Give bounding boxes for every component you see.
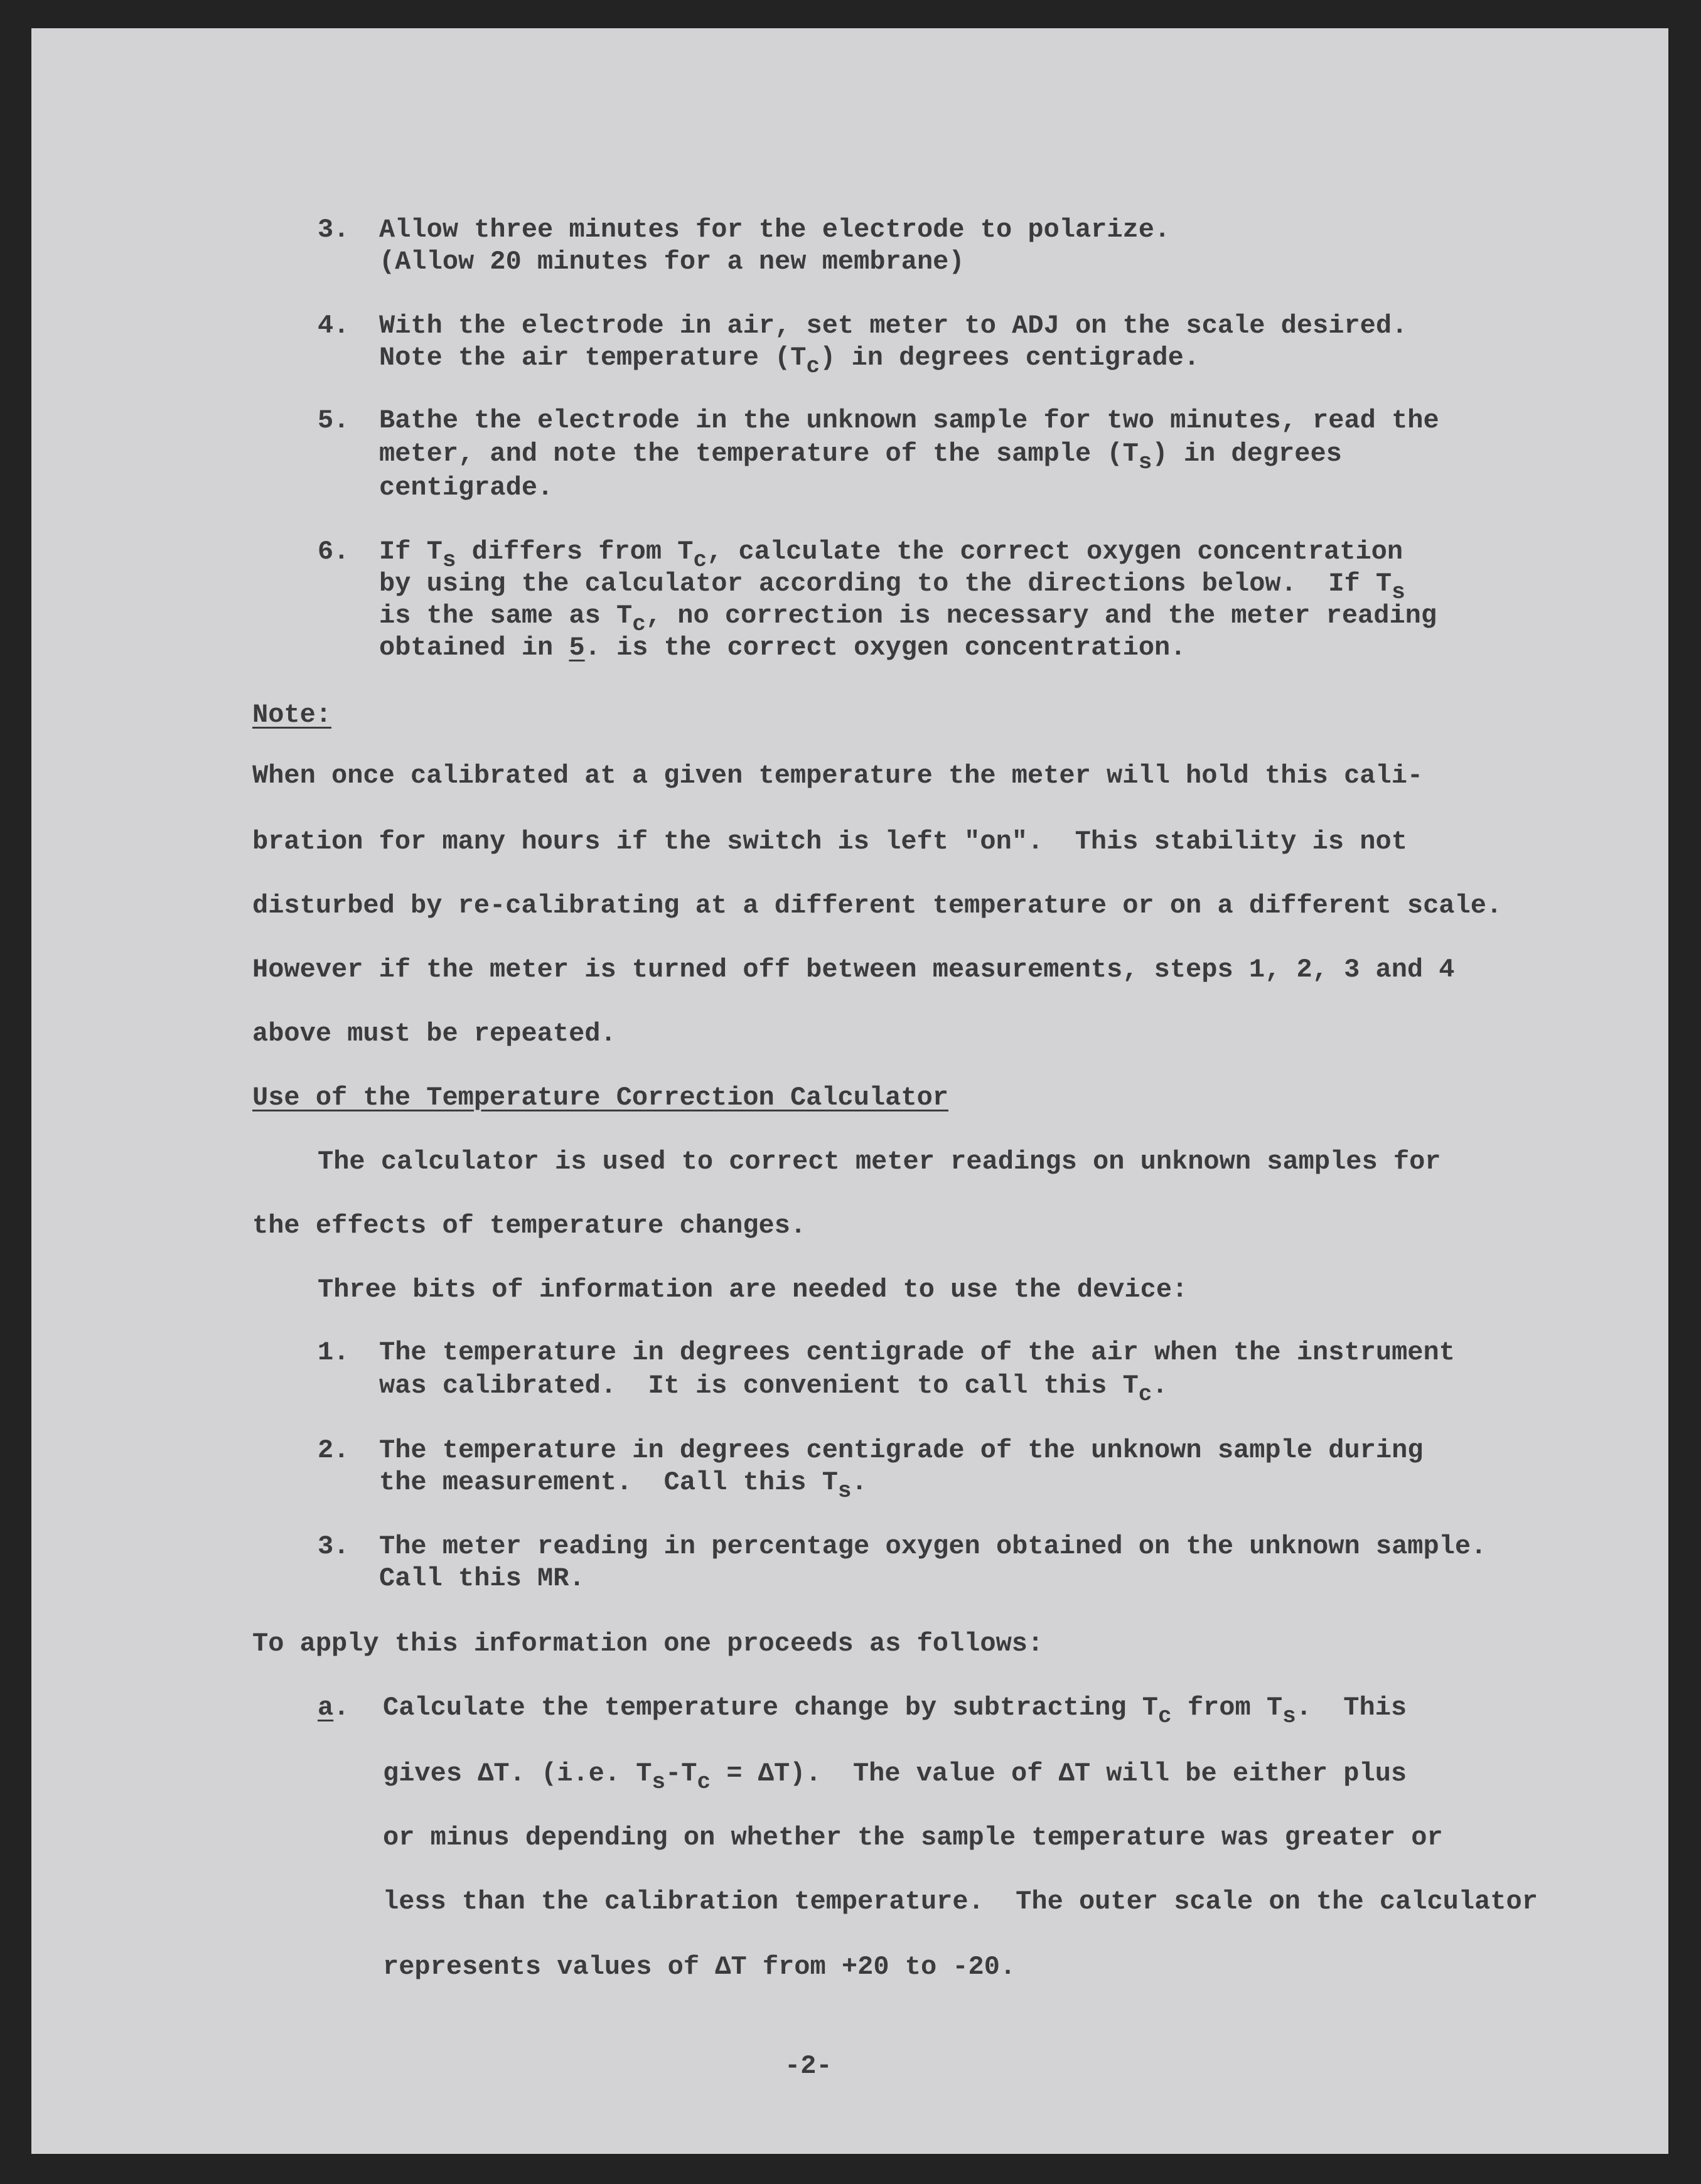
subscript: c: [632, 611, 646, 637]
item-number: 2.: [318, 1435, 350, 1465]
step-text: [379, 536, 1403, 573]
step-label: [318, 1692, 349, 1723]
subscript: c: [1158, 1703, 1172, 1729]
step-reference: 5: [569, 633, 585, 663]
item-text: The temperature in degrees centigrade of the unknown sample during: [379, 1435, 1424, 1465]
step-text: [379, 438, 1342, 475]
subscript: c: [1138, 1381, 1152, 1407]
item-text: The temperature in degrees centigrade of the air when the instrument: [379, 1337, 1455, 1368]
text: .: [333, 1693, 350, 1723]
text: is the same as T: [379, 601, 633, 631]
step-text: [379, 600, 1437, 637]
step-text: [379, 632, 1186, 663]
note-text: When once calibrated at a given temperature the meter will hold this cali-: [252, 761, 1424, 791]
text: Calculate the temperature change by subtracting T: [383, 1693, 1159, 1723]
page-number: -2-: [785, 2051, 832, 2081]
text: .: [851, 1467, 867, 1497]
step-number: 5.: [318, 405, 350, 436]
step-text: [379, 342, 1200, 379]
paragraph-text: To apply this information one proceeds as follows:: [252, 1629, 1044, 1659]
note-text: bration for many hours if the switch is left "on". This stability is not: [252, 827, 1407, 857]
text: -T: [665, 1758, 697, 1789]
note-text: disturbed by re-calibrating at a different temperature or on a different scale.: [252, 891, 1503, 921]
note-text: above must be repeated.: [252, 1019, 616, 1049]
step-text: (Allow 20 minutes for a new membrane): [379, 247, 965, 277]
section-heading: Use of the Temperature Correction Calculator: [252, 1083, 948, 1113]
note-text: However if the meter is turned off between measurements, steps 1, 2, 3 and 4: [252, 955, 1455, 985]
text: meter, and note the temperature of the sample (T: [379, 439, 1139, 469]
text: obtained in: [379, 633, 569, 663]
note-heading: Note:: [252, 700, 332, 730]
text: differs from T: [456, 537, 694, 567]
item-text: [379, 1370, 1168, 1407]
subscript: s: [837, 1478, 852, 1504]
paragraph-text: The calculator is used to correct meter readings on unknown samples for: [318, 1147, 1441, 1177]
text: . is the correct oxygen concentration.: [584, 633, 1186, 663]
step-text: [383, 1692, 1407, 1729]
subscript: s: [1138, 449, 1152, 475]
text: was calibrated. It is convenient to call this T: [379, 1371, 1139, 1401]
subscript: c: [697, 1769, 711, 1795]
step-text: centigrade.: [379, 473, 554, 503]
text: from T: [1171, 1693, 1283, 1723]
step-text: [383, 1758, 1407, 1795]
paragraph-text: the effects of temperature changes.: [252, 1211, 807, 1241]
text: . This: [1296, 1693, 1407, 1723]
text: .: [1152, 1371, 1168, 1401]
text: ) in degrees: [1152, 439, 1342, 469]
item-text: Call this MR.: [379, 1563, 585, 1593]
subscript: s: [1392, 579, 1405, 605]
step-number: 3.: [318, 215, 350, 245]
step-text: [379, 568, 1405, 605]
text: by using the calculator according to the directions below. If T: [379, 569, 1392, 599]
item-number: 3.: [318, 1531, 350, 1561]
text: If T: [379, 537, 443, 567]
paragraph-text: Three bits of information are needed to use the device:: [318, 1275, 1188, 1305]
item-number: 1.: [318, 1337, 350, 1368]
text: gives ΔT. (i.e. T: [383, 1758, 652, 1789]
subscript: s: [442, 547, 456, 573]
item-text: The meter reading in percentage oxygen obtained on the unknown sample.: [379, 1531, 1487, 1561]
step-text: represents values of ΔT from +20 to -20.: [383, 1952, 1016, 1982]
step-text: Bathe the electrode in the unknown sample for two minutes, read the: [379, 405, 1439, 436]
text: = ΔT). The value of ΔT will be either plus: [711, 1758, 1407, 1789]
step-text: Allow three minutes for the electrode to polarize.: [379, 215, 1171, 245]
text: the measurement. Call this T: [379, 1467, 838, 1497]
subscript: c: [693, 547, 707, 573]
text: , calculate the correct oxygen concentration: [707, 537, 1403, 567]
step-number: 4.: [318, 311, 350, 341]
step-text: With the electrode in air, set meter to ADJ on the scale desired.: [379, 311, 1408, 341]
step-number: 6.: [318, 537, 350, 567]
item-text: [379, 1467, 867, 1504]
text: , no correction is necessary and the meter reading: [645, 601, 1437, 631]
text: Note the air temperature (T: [379, 343, 807, 373]
subscript: c: [806, 353, 820, 379]
subscript: s: [652, 1769, 666, 1795]
step-text: or minus depending on whether the sample temperature was greater or: [383, 1823, 1443, 1853]
step-letter: a: [318, 1693, 334, 1723]
step-text: less than the calibration temperature. The outer scale on the calculator: [383, 1887, 1538, 1917]
text: ) in degrees centigrade.: [820, 343, 1200, 373]
subscript: s: [1282, 1703, 1296, 1729]
